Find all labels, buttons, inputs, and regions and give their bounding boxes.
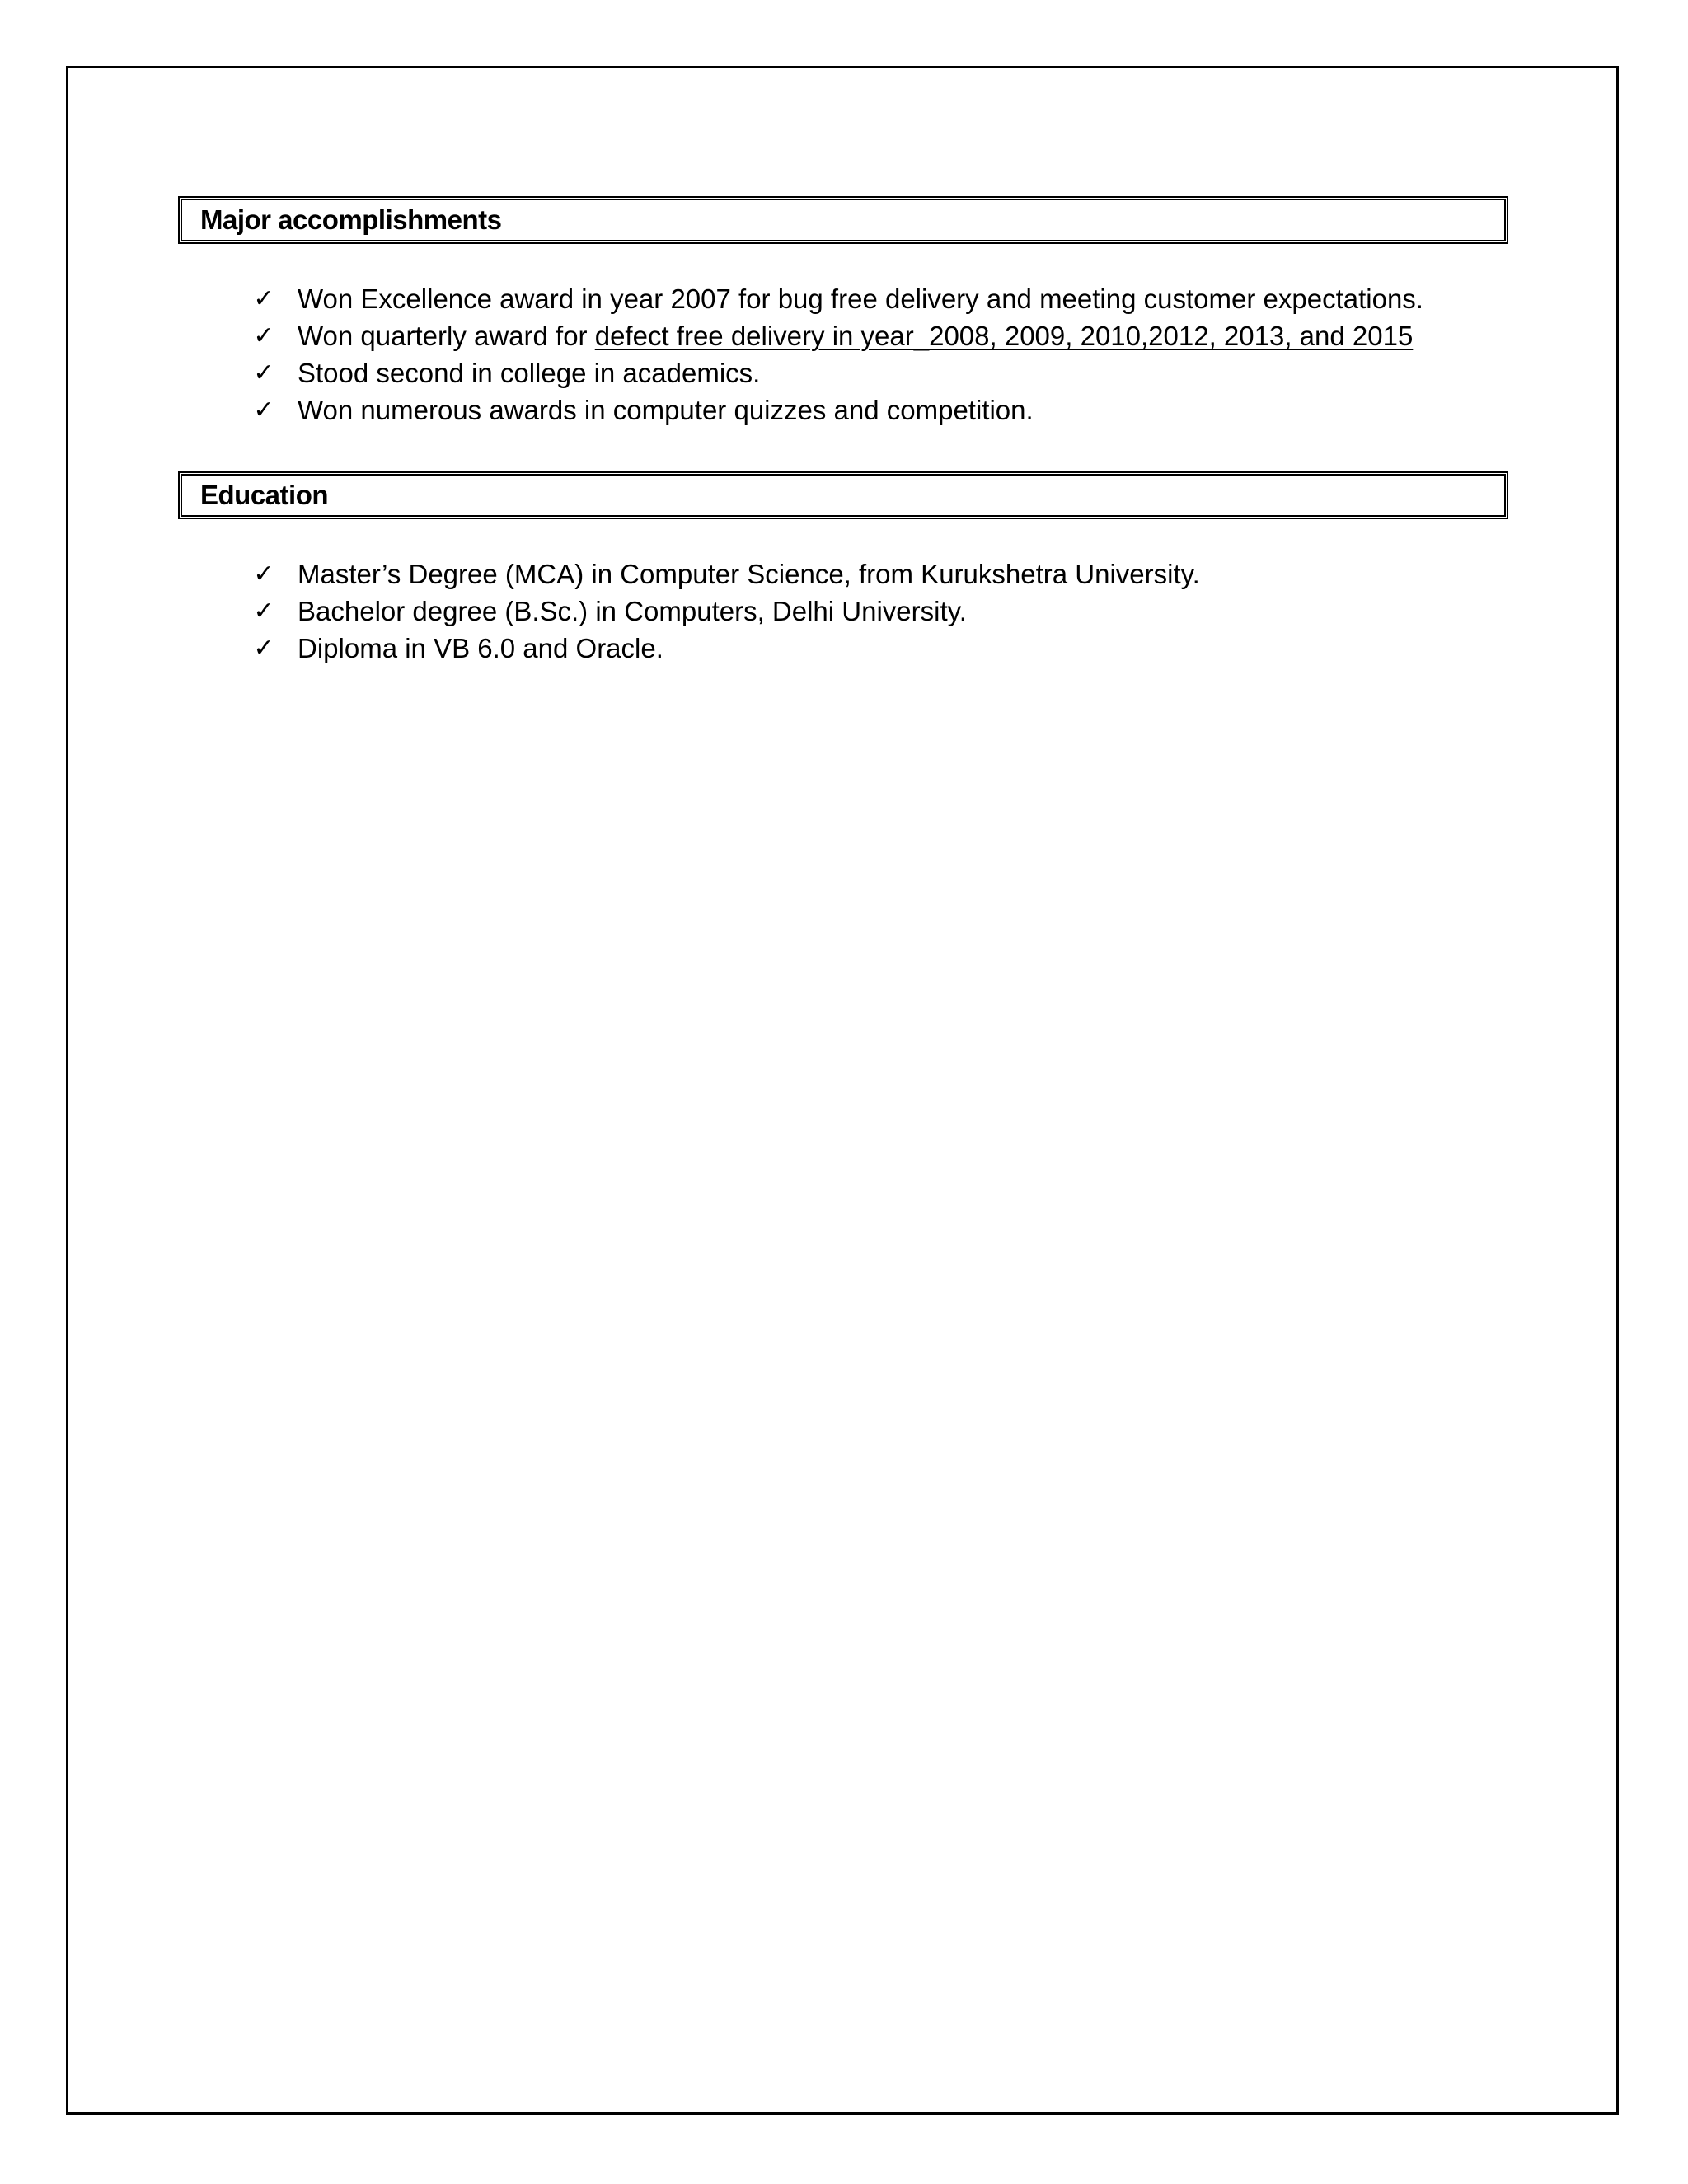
check-mark-icon: ✓ bbox=[253, 560, 274, 588]
item-text bbox=[298, 317, 1413, 354]
item-text: Stood second in college in academics. bbox=[298, 358, 761, 388]
section-title: Education bbox=[200, 480, 329, 510]
check-mark-icon: ✓ bbox=[253, 321, 274, 350]
section-title: Major accomplishments bbox=[200, 204, 502, 235]
check-mark-icon: ✓ bbox=[253, 597, 274, 626]
section-header-accomplishments bbox=[178, 196, 1508, 244]
item-text-plain: Won quarterly award for bbox=[298, 321, 595, 351]
item-text: Master’s Degree (MCA) in Computer Science, from Kurukshetra University. bbox=[298, 559, 1200, 589]
check-mark-icon: ✓ bbox=[253, 359, 274, 387]
check-mark-icon: ✓ bbox=[253, 396, 274, 424]
section-header-education bbox=[178, 471, 1508, 519]
item-text: Bachelor degree (B.Sc.) in Computers, Delhi University. bbox=[298, 596, 967, 626]
item-text: Diploma in VB 6.0 and Oracle. bbox=[298, 633, 663, 663]
item-text-underlined: defect free delivery in year_2008, 2009, 2010,2012, 2013, and 2015 bbox=[594, 321, 1414, 351]
check-mark-icon: ✓ bbox=[253, 634, 274, 663]
item-text: Won numerous awards in computer quizzes and competition. bbox=[298, 395, 1034, 425]
check-mark-icon: ✓ bbox=[253, 284, 274, 313]
item-text: Won Excellence award in year 2007 for bug free delivery and meeting customer expectations. bbox=[298, 284, 1423, 314]
